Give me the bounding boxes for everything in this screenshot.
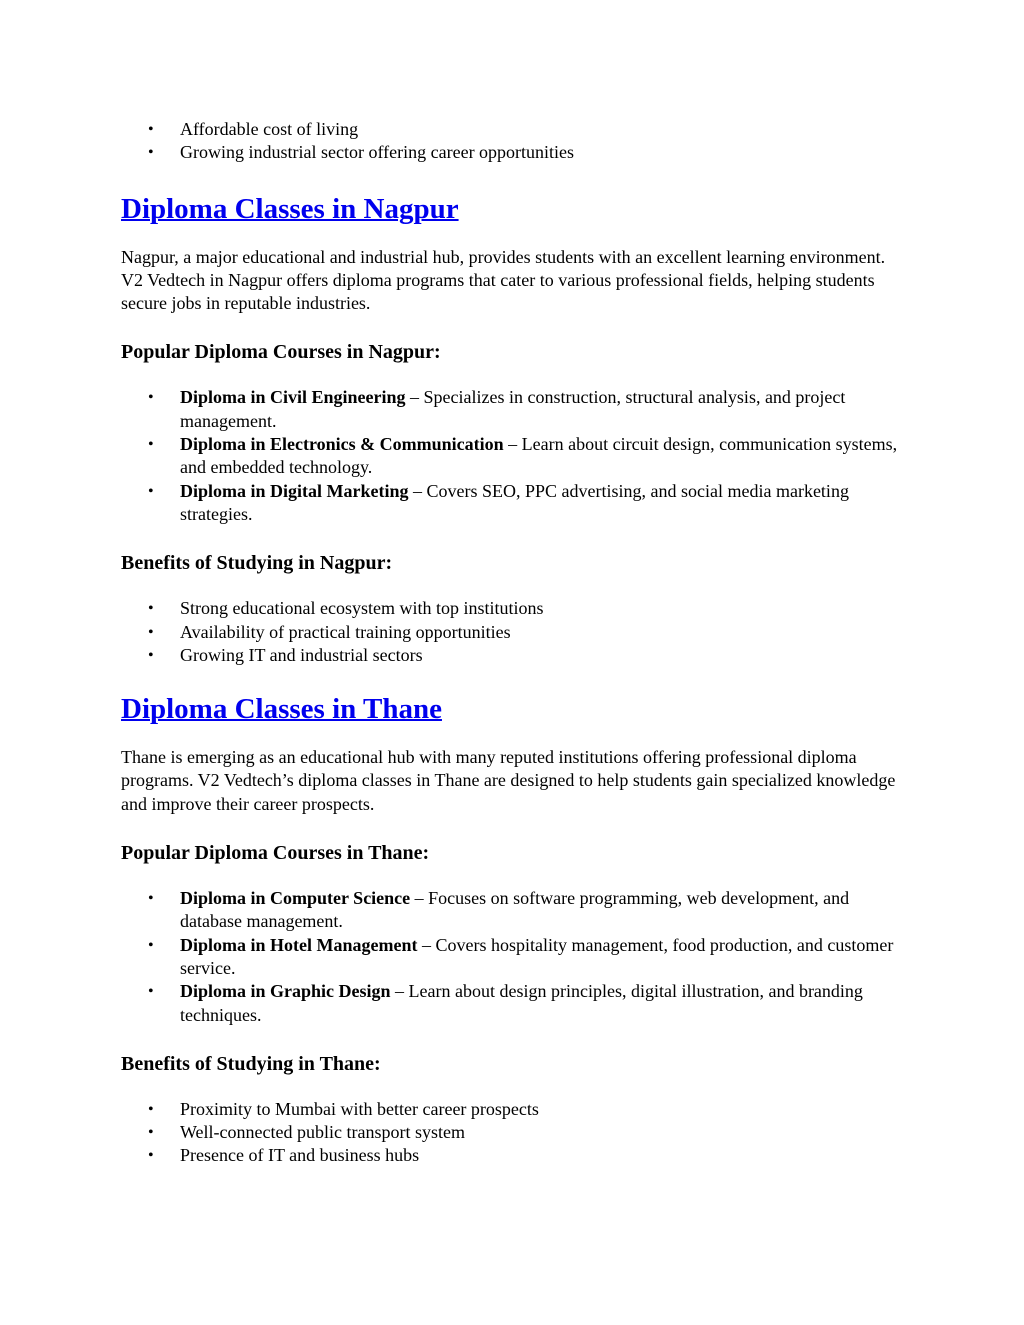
course-name: Diploma in Hotel Management — [180, 934, 418, 955]
list-item — [121, 887, 911, 934]
thane-heading — [121, 691, 911, 727]
course-description: – Learn about circuit design, communication systems, and embedded technology. — [180, 434, 898, 478]
list-item — [121, 386, 911, 433]
thane-courses-heading: Popular Diploma Courses in Thane: — [121, 842, 430, 865]
list-item: • Proximity to Mumbai with better career prospects — [121, 1098, 911, 1121]
course-name: Diploma in Graphic Design — [180, 981, 391, 1002]
list-item: • Growing industrial sector offering career opportunities — [121, 141, 911, 164]
nagpur-courses-list — [121, 386, 911, 526]
list-item: • Well-connected public transport system — [121, 1121, 911, 1144]
thane-courses-list — [121, 887, 911, 1027]
thane-benefits-list — [121, 1098, 911, 1168]
document-page — [121, 118, 911, 1168]
nagpur-heading-link[interactable]: Diploma Classes in Nagpur — [121, 192, 459, 225]
nagpur-benefits-heading: Benefits of Studying in Nagpur: — [121, 552, 393, 575]
thane-paragraph: Thane is emerging as an educational hub with many reputed institutions offering professional diploma programs. V2 Vedtech’s diploma classes in Thane are designed to help students gain specialized knowledge and improve their career prospects. — [121, 747, 896, 814]
course-name: Diploma in Civil Engineering — [180, 387, 406, 408]
course-description: – Learn about design principles, digital illustration, and branding techniques. — [180, 981, 863, 1025]
thane-heading-link[interactable]: Diploma Classes in Thane — [121, 693, 442, 726]
list-item — [121, 480, 911, 527]
intro-bullet-list — [121, 118, 911, 165]
list-item: • Presence of IT and business hubs — [121, 1144, 911, 1167]
course-description: – Specializes in construction, structural analysis, and project management. — [180, 387, 846, 431]
nagpur-benefits-list — [121, 597, 911, 667]
list-item — [121, 934, 911, 981]
course-name: Diploma in Electronics & Communication — [180, 434, 504, 455]
list-item: • Growing IT and industrial sectors — [121, 644, 911, 667]
list-item: • Strong educational ecosystem with top institutions — [121, 597, 911, 620]
course-name: Diploma in Digital Marketing — [180, 480, 409, 501]
thane-benefits-heading: Benefits of Studying in Thane: — [121, 1052, 381, 1075]
nagpur-heading — [121, 191, 911, 227]
list-item — [121, 980, 911, 1027]
list-item: • Availability of practical training opportunities — [121, 621, 911, 644]
course-name: Diploma in Computer Science — [180, 888, 411, 909]
list-item — [121, 433, 911, 480]
course-description: – Covers hospitality management, food production, and customer service. — [180, 934, 894, 978]
course-description: – Focuses on software programming, web development, and database management. — [180, 888, 850, 932]
nagpur-paragraph: Nagpur, a major educational and industrial hub, provides students with an excellent learning environment. V2 Vedtech in Nagpur offers diploma programs that cater to various professional fields, helping students secure jobs in reputable industries. — [121, 246, 886, 314]
nagpur-courses-heading: Popular Diploma Courses in Nagpur: — [121, 341, 441, 364]
course-description: – Covers SEO, PPC advertising, and social media marketing strategies. — [180, 480, 849, 524]
list-item: • Affordable cost of living — [121, 118, 911, 141]
